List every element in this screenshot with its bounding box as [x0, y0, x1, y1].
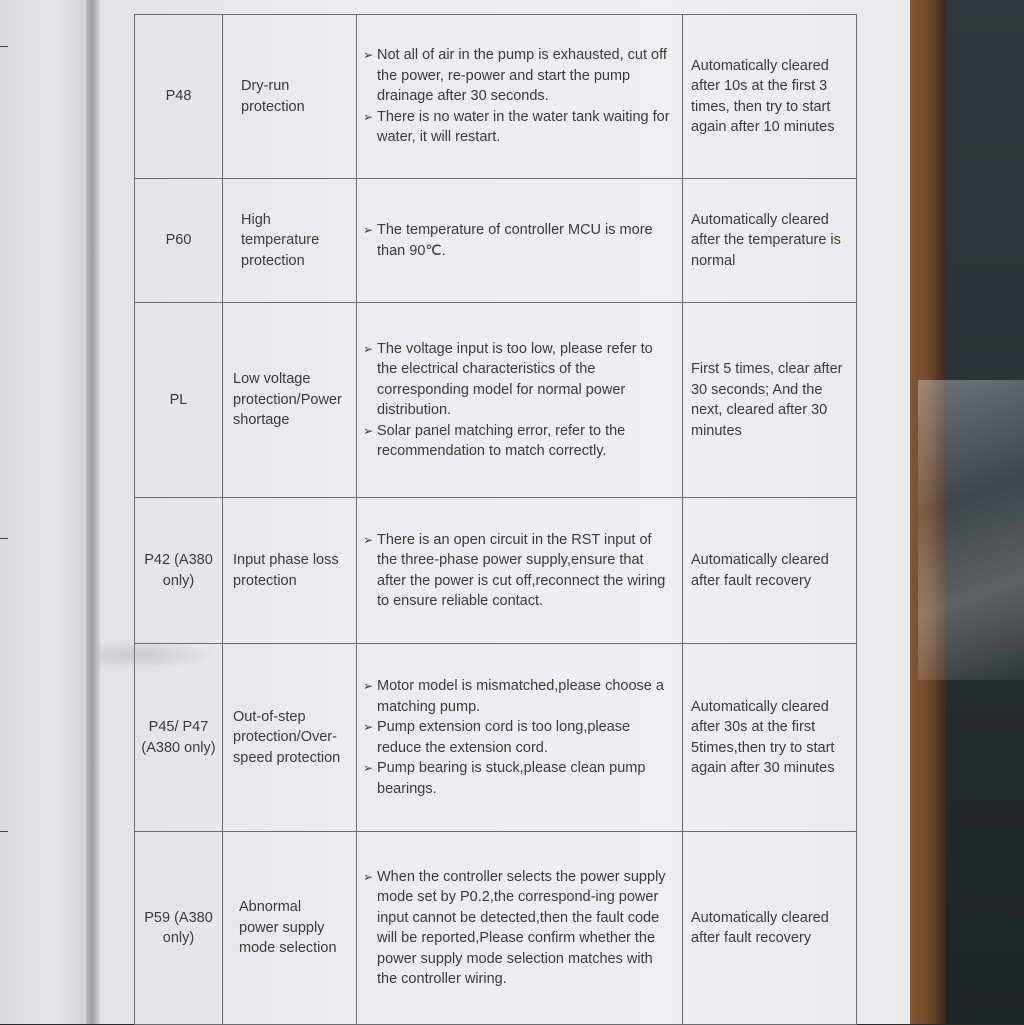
cause-item: ➢ The voltage input is too low, please refer to the electrical characteristics of the corresponding model for normal power distribution. — [363, 339, 674, 421]
left-page — [0, 0, 92, 1024]
table-row — [135, 15, 857, 179]
fault-code: P48 — [135, 15, 223, 179]
left-page-rule — [0, 538, 8, 539]
fault-causes — [357, 832, 683, 1025]
fault-resolution: Automatically cleared after 10s at the first 3 times, then try to start again after 10 minutes — [683, 15, 857, 179]
fault-causes — [357, 179, 683, 303]
fault-resolution: Automatically cleared after fault recovery — [683, 832, 857, 1025]
table-row — [135, 644, 857, 832]
fault-name: Input phase loss protection — [223, 498, 357, 644]
fault-name: Out-of-step protection/Over-speed protection — [223, 644, 357, 832]
table-row — [135, 498, 857, 644]
cause-item: ➢ There is no water in the water tank waiting for water, it will restart. — [363, 107, 674, 148]
cause-item: ➢ Pump extension cord is too long,please reduce the extension cord. — [363, 717, 674, 758]
fault-code: P59 (A380 only) — [135, 832, 223, 1025]
fault-name: Dry-run protection — [223, 15, 357, 179]
fault-table — [134, 14, 856, 1024]
table-row — [135, 303, 857, 498]
fault-code: P42 (A380 only) — [135, 498, 223, 644]
cause-item: ➢ There is an open circuit in the RST input of the three-phase power supply,ensure that after the power is cut off,reconnect the wiring to ensure reliable contact. — [363, 530, 674, 612]
fault-resolution: Automatically cleared after fault recovery — [683, 498, 857, 644]
fault-code: PL — [135, 303, 223, 498]
fault-causes — [357, 498, 683, 644]
fault-name: High temperature protection — [223, 179, 357, 303]
fault-causes — [357, 15, 683, 179]
fault-resolution: Automatically cleared after 30s at the first 5times,then try to start again after 30 minutes — [683, 644, 857, 832]
fault-causes — [357, 303, 683, 498]
fault-causes — [357, 644, 683, 832]
paper-crease — [98, 640, 218, 670]
cause-item: ➢ Not all of air in the pump is exhausted, cut off the power, re-power and start the pump drainage after 30 seconds. — [363, 45, 674, 107]
table-row — [135, 179, 857, 303]
left-page-rule — [0, 46, 8, 47]
fault-code: P45/ P47 (A380 only) — [135, 644, 223, 832]
fault-name: Low voltage protection/Power shortage — [223, 303, 357, 498]
packing-tape — [918, 380, 1024, 680]
cause-item: ➢ Motor model is mismatched,please choose a matching pump. — [363, 676, 674, 717]
cause-item: ➢ The temperature of controller MCU is more than 90℃. — [363, 220, 674, 261]
cause-item: ➢ Pump bearing is stuck,please clean pump bearings. — [363, 758, 674, 799]
cause-item: ➢ When the controller selects the power supply mode set by P0.2,the correspond-ing power input cannot be detected,then the fault code will be reported,Please confirm whether the power supply mode selection matches with the controller wiring. — [363, 867, 674, 990]
fault-name: Abnormal power supply mode selection — [223, 832, 357, 1025]
fault-resolution: First 5 times, clear after 30 seconds; And the next, cleared after 30 minutes — [683, 303, 857, 498]
left-page-rule — [0, 831, 8, 832]
fault-code: P60 — [135, 179, 223, 303]
table-row — [135, 832, 857, 1025]
cause-item: ➢ Solar panel matching error, refer to the recommendation to match correctly. — [363, 421, 674, 462]
page-fold — [86, 0, 100, 1024]
fault-resolution: Automatically cleared after the temperature is normal — [683, 179, 857, 303]
